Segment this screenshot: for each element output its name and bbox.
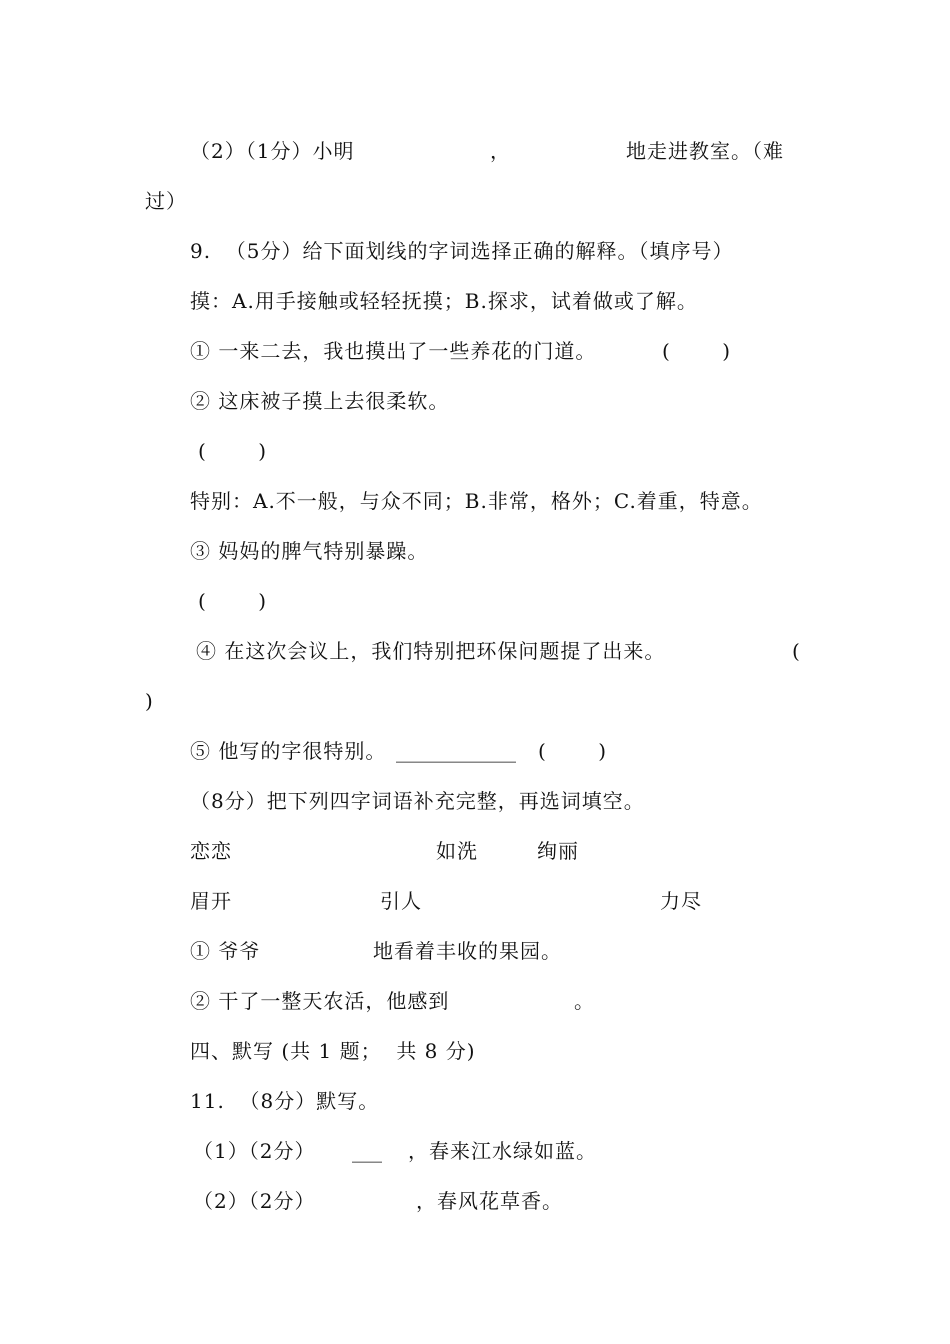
section-4-heading: 四、默写 (共 1 题； 共 8 分) xyxy=(190,1039,476,1063)
q9-tebie-definition: 特别：A.不一般，与众不同；B.非常，格外；C.着重，特意。 xyxy=(190,489,763,513)
q9-sentence-5: ⑤ 他写的字很特别。 xyxy=(190,739,387,763)
q9-sentence-4: ④ 在这次会议上，我们特别把环保问题提了出来。 xyxy=(196,639,666,663)
q9-answer-5: ( ) xyxy=(538,739,608,763)
q9-sentence-5-blank: ____________ xyxy=(396,739,516,763)
q10-word-2: 如洗 xyxy=(436,839,478,863)
q10-fill-2-start: ② 干了一整天农活，他感到 xyxy=(190,989,450,1013)
q10-word-6: 力尽 xyxy=(660,889,702,913)
q11-title: 11. （8分）默写。 xyxy=(190,1089,380,1113)
q8-part2-prefix: （2）（1分）小明 xyxy=(190,139,355,163)
q9-sentence-1: ① 一来二去，我也摸出了一些养花的门道。 xyxy=(190,339,597,363)
q11-part1-text: ，春来江水绿如蓝。 xyxy=(408,1139,597,1163)
q11-part1-label: （1）（2分） xyxy=(193,1139,316,1163)
q9-title: 9. （5分）给下面划线的字词选择正确的解释。（填序号） xyxy=(190,239,734,263)
q8-part2-suffix: 地走进教室。（难 xyxy=(626,139,784,163)
q10-title: （8分）把下列四字词语补充完整，再选词填空。 xyxy=(190,789,645,813)
q11-part2-text: ，春风花草香。 xyxy=(416,1189,563,1213)
q10-fill-1-end: 地看着丰收的果园。 xyxy=(373,939,562,963)
q9-mo-definition: 摸：A.用手接触或轻轻抚摸；B.探求，试着做或了解。 xyxy=(190,289,698,313)
q10-fill-1-start: ① 爷爷 xyxy=(190,939,261,963)
q9-answer-1: ( ) xyxy=(662,339,732,363)
q8-part2-comma: ， xyxy=(490,139,511,163)
q10-word-1: 恋恋 xyxy=(190,839,232,863)
q9-answer-4-open: ( xyxy=(792,639,801,663)
q10-fill-2-end: 。 xyxy=(574,989,595,1013)
q9-answer-2: ( ) xyxy=(198,439,268,463)
q9-answer-4-close: ) xyxy=(145,689,154,713)
q9-sentence-3: ③ 妈妈的脾气特别暴躁。 xyxy=(190,539,429,563)
q10-word-5: 引人 xyxy=(380,889,422,913)
q10-word-3: 绚丽 xyxy=(537,839,579,863)
q11-part1-blank: ___ xyxy=(352,1139,382,1163)
q8-part2-wrap: 过） xyxy=(145,189,187,213)
q9-sentence-2: ② 这床被子摸上去很柔软。 xyxy=(190,389,450,413)
q10-word-4: 眉开 xyxy=(190,889,232,913)
q9-answer-3: ( ) xyxy=(198,589,268,613)
q11-part2-label: （2）（2分） xyxy=(193,1189,316,1213)
